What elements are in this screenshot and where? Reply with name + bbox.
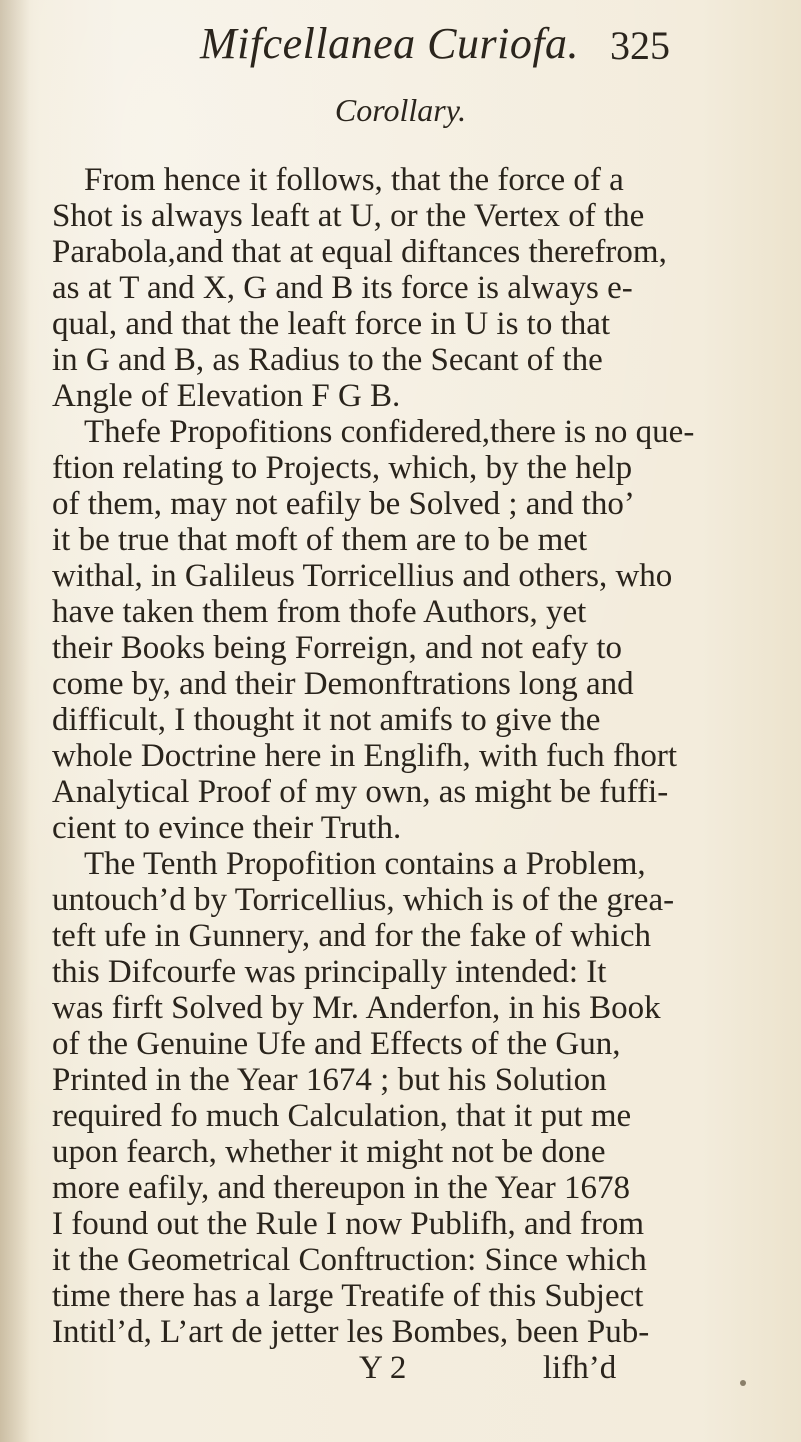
text-line: untouch’d by Torricellius, which is of the grea- (52, 882, 675, 918)
text-line: difficult, I thought it not amifs to give the (52, 702, 601, 738)
text-line: in G and B, as Radius to the Secant of the (52, 342, 603, 378)
signature-mark: Y 2 (359, 1350, 407, 1386)
body-text (52, 162, 752, 1386)
running-head: Mifcellanea Curiofa. (200, 19, 580, 68)
text-line: it be true that moft of them are to be met (52, 522, 588, 558)
text-line: cient to evince their Truth. (52, 810, 402, 846)
text-line: ftion relating to Projects, which, by the help (52, 450, 633, 486)
text-line: of them, may not eafily be Solved ; and tho’ (52, 486, 635, 522)
page-number: 325 (610, 23, 670, 68)
signature-line (52, 1350, 752, 1386)
text-line: qual, and that the leaft force in U is to that (52, 306, 611, 342)
text-line: required fo much Calculation, that it put me (52, 1098, 632, 1134)
spine-shadow (0, 0, 30, 1442)
text-line: it the Geometrical Conftruction: Since which (52, 1242, 647, 1278)
text-line: withal, in Galileus Torricellius and others, who (52, 558, 673, 594)
text-line: Thefe Propofitions confidered,there is no que- (84, 414, 695, 450)
ink-speck (740, 1380, 746, 1386)
text-line: more eafily, and thereupon in the Year 1678 (52, 1170, 630, 1206)
section-title: Corollary. (334, 92, 467, 128)
text-line: come by, and their Demonftrations long and (52, 666, 634, 702)
text-line: I found out the Rule I now Publifh, and from (52, 1206, 645, 1242)
text-line: Printed in the Year 1674 ; but his Solution (52, 1062, 607, 1098)
text-line: Angle of Elevation F G B. (52, 378, 401, 414)
text-line: The Tenth Propofition contains a Problem, (84, 846, 646, 882)
text-line: was firft Solved by Mr. Anderfon, in his Book (52, 990, 661, 1026)
text-line: have taken them from thofe Authors, yet (52, 594, 587, 630)
text-line: Shot is always leaft at U, or the Vertex of the (52, 198, 645, 234)
text-line: From hence it follows, that the force of a (84, 162, 624, 198)
page-header (200, 18, 760, 78)
text-line: upon fearch, whether it might not be done (52, 1134, 606, 1170)
text-line: of the Genuine Ufe and Effects of the Gun, (52, 1026, 621, 1062)
text-line: as at T and X, G and B its force is always e- (52, 270, 633, 306)
text-line: their Books being Forreign, and not eafy to (52, 630, 623, 666)
catchword: lifh’d (542, 1350, 617, 1386)
text-line: teft ufe in Gunnery, and for the fake of which (52, 918, 651, 954)
text-line: Parabola,and that at equal diftances therefrom, (52, 234, 667, 270)
text-line: Analytical Proof of my own, as might be fuffi- (52, 774, 669, 810)
text-line: Intitl’d, L’art de jetter les Bombes, been Pub- (52, 1314, 650, 1350)
text-line: this Difcourfe was principally intended: It (52, 954, 607, 990)
text-line: whole Doctrine here in Englifh, with fuch fhort (52, 738, 677, 774)
text-line: time there has a large Treatife of this Subject (52, 1278, 644, 1314)
